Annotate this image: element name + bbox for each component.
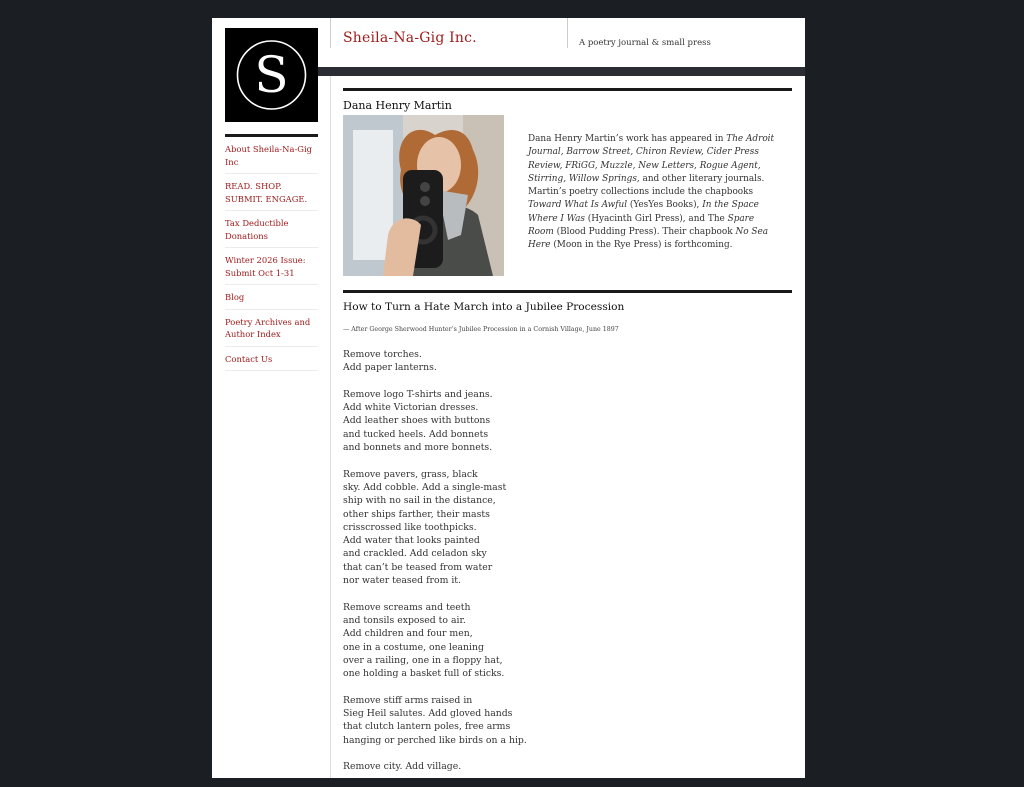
poem-line: Add white Victorian dresses.	[343, 402, 479, 414]
poem-line: Sieg Heil salutes. Add gloved hands	[343, 708, 513, 720]
poem-body	[343, 348, 792, 774]
page-container	[212, 18, 805, 778]
section-rule	[343, 88, 792, 91]
bio-book-title: Spare Room	[528, 213, 755, 238]
bio-book-title: No Sea Here	[528, 227, 768, 251]
sidebar-item-read-shop[interactable]: READ. SHOP. SUBMIT. ENGAGE.	[225, 174, 318, 211]
poem-stanza	[343, 694, 792, 747]
poem-stanza	[343, 601, 792, 681]
site-tagline: A poetry journal & small press	[579, 38, 711, 48]
poem-line: Add leather shoes with buttons	[343, 415, 491, 427]
bio-text: Dana Henry Martin’s work has appeared in	[528, 134, 727, 144]
header-band-edge	[212, 67, 225, 76]
bio-text: (YesYes Books),	[627, 200, 703, 211]
sidebar-item-donations[interactable]: Tax Deductible Donations	[225, 211, 318, 248]
poem-line: over a railing, one in a floppy hat,	[343, 654, 503, 666]
poem-line: Remove stiff arms raised in	[343, 694, 473, 706]
bio-text: , and other literary journals. Martin’s poetry collections include the chapbooks	[528, 173, 765, 198]
poem-line: that clutch lantern poles, free arms	[343, 721, 511, 733]
bio-book-title: Toward What Is Awful	[528, 200, 628, 211]
poem-line: Add children and four men,	[343, 628, 473, 640]
poem-stanza	[343, 348, 792, 375]
poem-title: How to Turn a Hate March into a Jubilee Procession	[343, 301, 625, 313]
bio-journals: The Adroit Journal, Barrow Street, Chiron Review, Cider Press Review, FRiGG, Muzzle, New Letters, Rogue Agent, Stirring, Willow Springs	[528, 134, 775, 184]
poem-line: other ships farther, their masts	[343, 508, 490, 520]
poem-line: Add paper lanterns.	[343, 362, 437, 374]
poem-line: sky. Add cobble. Add a single-mast	[343, 481, 507, 493]
bio-text: (Blood Pudding Press). Their chapbook	[553, 227, 736, 238]
poem-line: Remove pavers, grass, black	[343, 468, 478, 480]
poem-stanza	[343, 388, 792, 454]
poem-line: Remove torches.	[343, 349, 422, 360]
bio-text: (Hyacinth Girl Press), and The	[584, 213, 728, 224]
poem-line: Remove screams and teeth	[343, 601, 471, 613]
sidebar-item-archives[interactable]: Poetry Archives and Author Index	[225, 310, 318, 347]
poem-line: crisscrossed like toothpicks.	[343, 521, 477, 533]
sidebar-item-blog[interactable]: Blog	[225, 285, 318, 310]
column-divider	[330, 76, 331, 778]
poem-stanza	[343, 760, 792, 773]
poem-stanza	[343, 468, 792, 588]
poem-line: one in a costume, one leaning	[343, 641, 484, 653]
poem-line: and bonnets and more bonnets.	[343, 442, 493, 454]
sidebar-nav	[225, 134, 318, 371]
sidebar-item-winter-issue[interactable]: Winter 2026 Issue: Submit Oct 1-31	[225, 248, 318, 285]
section-rule	[343, 290, 792, 293]
poem-line: Add water that looks painted	[343, 535, 480, 547]
sidebar-item-about[interactable]: About Sheila-Na-Gig Inc	[225, 137, 318, 174]
poem-line: Remove logo T-shirts and jeans.	[343, 388, 493, 400]
author-name: Dana Henry Martin	[343, 99, 452, 112]
bio-text: (Moon in the Rye Press) is forthcoming.	[550, 240, 733, 251]
main-content	[343, 88, 792, 787]
poem-line: nor water teased from it.	[343, 575, 461, 587]
poem-epigraph: — After George Sherwood Hunter’s Jubilee Procession in a Cornish Village, June 1897	[343, 326, 619, 333]
poem-line: and tucked heels. Add bonnets	[343, 428, 489, 440]
poem-line: ship with no sail in the distance,	[343, 495, 496, 507]
site-logo[interactable]	[225, 28, 318, 122]
bio-book-title: In the Space Where I Was	[528, 200, 759, 224]
header-divider	[330, 18, 331, 48]
poem-line: that can’t be teased from water	[343, 561, 493, 573]
site-title-link[interactable]: Sheila-Na-Gig Inc.	[343, 30, 477, 46]
author-section	[343, 115, 792, 278]
poem-line: and tonsils exposed to air.	[343, 614, 466, 626]
header-divider	[567, 18, 568, 48]
author-photo	[343, 115, 504, 276]
poem-line: hanging or perched like birds on a hip.	[343, 734, 527, 746]
logo-letter: S	[254, 46, 289, 104]
sidebar-item-contact[interactable]: Contact Us	[225, 347, 318, 372]
author-bio	[528, 133, 778, 253]
poem-line: one holding a basket full of sticks.	[343, 668, 505, 680]
poem-line: Remove city. Add village.	[343, 761, 462, 773]
poem-line: and crackled. Add celadon sky	[343, 548, 487, 560]
